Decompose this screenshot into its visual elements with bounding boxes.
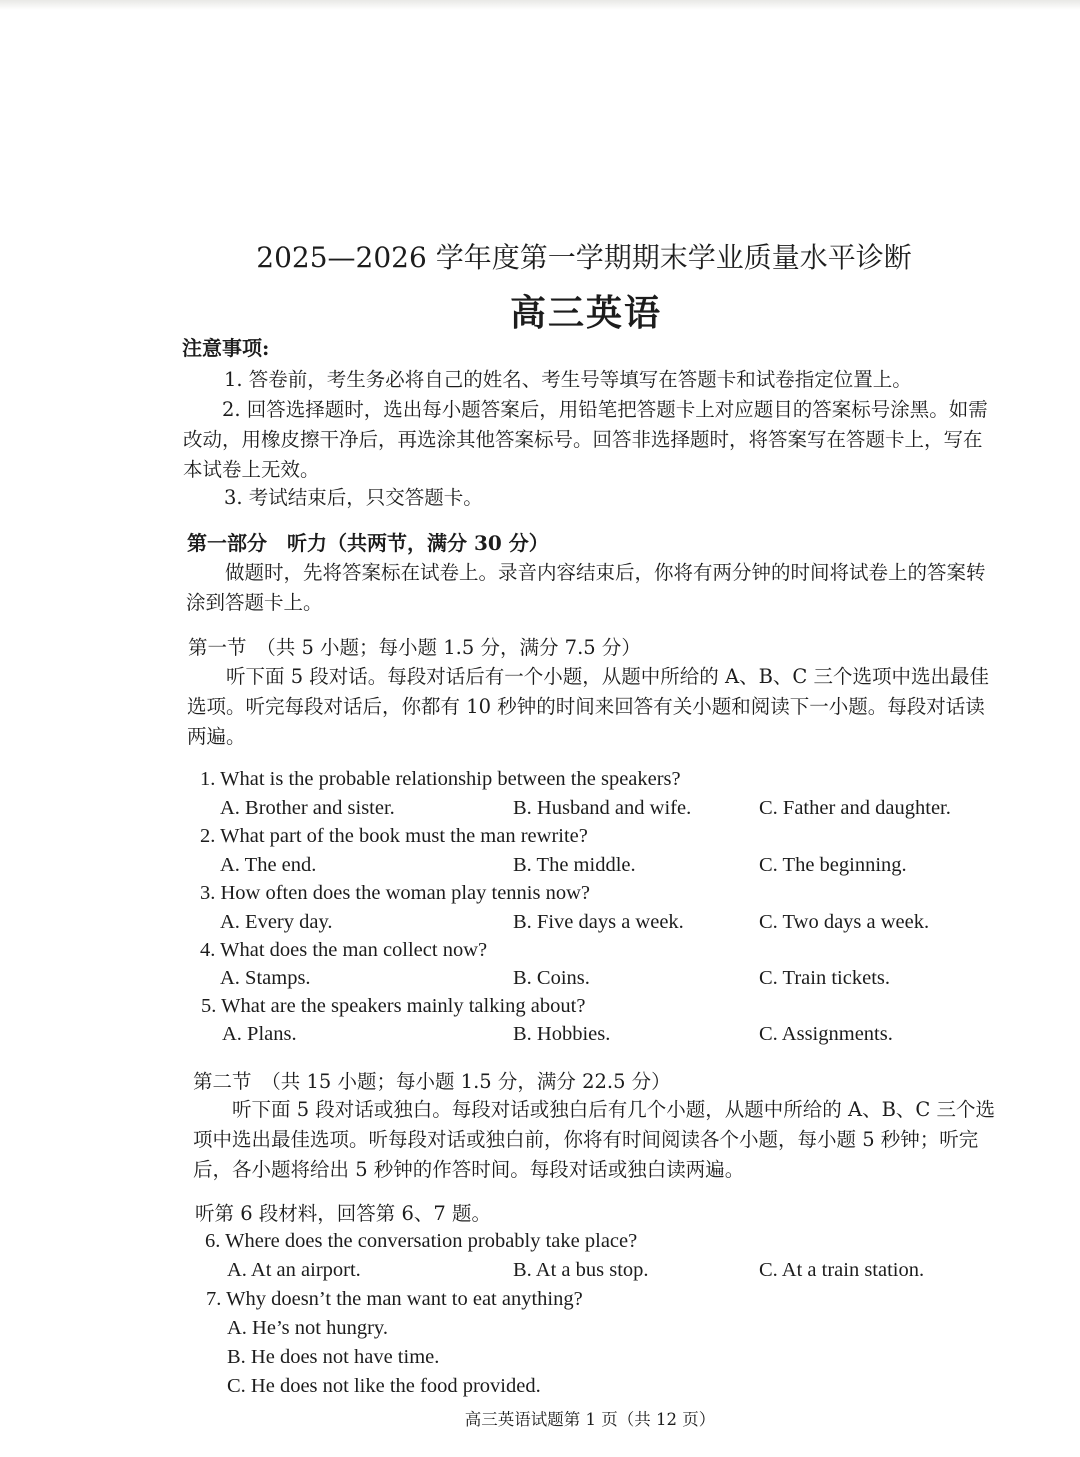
question-6-option-c: C. At a train station.	[759, 1259, 925, 1281]
exam-subject: 高三英语	[509, 292, 662, 334]
question-4-option-c: C. Train tickets.	[759, 967, 890, 989]
question-7-option-b: B. He does not have time.	[227, 1346, 440, 1368]
question-2-option-b: B. The middle.	[513, 854, 636, 876]
part1-description: 做题时，先将答案标在试卷上。录音内容结束后，你将有两分钟的时间将试卷上的答案转涂到答题卡上。	[186, 561, 986, 614]
question-6-stem: 6. Where does the conversation probably take place?	[205, 1230, 638, 1252]
question-3-stem: 3. How often does the woman play tennis now?	[200, 882, 590, 904]
section2-title: 第二节 （共 15 小题；每小题 1.5 分，满分 22.5 分）	[193, 1070, 671, 1093]
question-5-option-a: A. Plans.	[222, 1023, 297, 1045]
exam-title: 2025—2026 学年度第一学期期末学业质量水平诊断	[256, 241, 912, 274]
page-footer: 高三英语试题第 1 页（共 12 页）	[464, 1410, 716, 1429]
question-1-stem: 1. What is the probable relationship between the speakers?	[200, 768, 681, 790]
question-3-option-a: A. Every day.	[220, 911, 333, 933]
question-6-option-b: B. At a bus stop.	[513, 1259, 649, 1281]
question-4-option-a: A. Stamps.	[220, 967, 311, 989]
question-1-option-c: C. Father and daughter.	[759, 797, 951, 819]
scan-edge	[0, 0, 1080, 10]
notice-item-2: 2. 回答选择题时，选出每小题答案后，用铅笔把答题卡上对应题目的答案标号涂黑。如需改动，用橡皮擦干净后，再选涂其他答案标号。回答非选择题时，将答案写在答题卡上，写在本试卷上无效。	[183, 398, 988, 481]
question-2-option-a: A. The end.	[220, 854, 317, 876]
question-2-stem: 2. What part of the book must the man rewrite?	[200, 825, 588, 847]
question-3-option-c: C. Two days a week.	[759, 911, 930, 933]
question-3-option-b: B. Five days a week.	[513, 911, 684, 933]
question-5-stem: 5. What are the speakers mainly talking about?	[201, 995, 586, 1017]
question-2-option-c: C. The beginning.	[759, 854, 907, 876]
question-1-option-a: A. Brother and sister.	[220, 797, 395, 819]
material-6-heading: 听第 6 段材料，回答第 6、7 题。	[195, 1202, 492, 1225]
question-4-option-b: B. Coins.	[513, 967, 590, 989]
section2-description: 听下面 5 段对话或独白。每段对话或独白后有几个小题，从题中所给的 A、B、C 三个选项中选出最佳选项。听每段对话或独白前，你将有时间阅读各个小题，每小题 5 秒钟；听完后，各小题将给出 5 秒钟的作答时间。每段对话或独白读两遍。	[193, 1098, 996, 1181]
question-4-stem: 4. What does the man collect now?	[200, 939, 488, 961]
question-7-option-c: C. He does not like the food provided.	[227, 1375, 541, 1397]
question-6-option-a: A. At an airport.	[227, 1259, 361, 1281]
question-5-option-c: C. Assignments.	[759, 1023, 893, 1045]
question-5-option-b: B. Hobbies.	[513, 1023, 611, 1045]
question-1-option-b: B. Husband and wife.	[513, 797, 692, 819]
section1-title: 第一节 （共 5 小题；每小题 1.5 分，满分 7.5 分）	[188, 636, 641, 659]
question-7-option-a: A. He’s not hungry.	[227, 1317, 388, 1339]
notice-item-3: 3. 考试结束后，只交答题卡。	[224, 486, 483, 509]
question-7-stem: 7. Why doesn’t the man want to eat anything?	[206, 1288, 583, 1310]
notice-item-1: 1. 答卷前，考生务必将自己的姓名、考生号等填写在答题卡和试卷指定位置上。	[224, 368, 912, 391]
section1-description: 听下面 5 段对话。每段对话后有一个小题，从题中所给的 A、B、C 三个选项中选出最佳选项。听完每段对话后，你都有 10 秒钟的时间来回答有关小题和阅读下一小题。每段对话读两遍。	[187, 665, 990, 748]
part1-title: 第一部分 听力（共两节，满分 30 分）	[187, 531, 549, 555]
notice-title: 注意事项:	[182, 336, 270, 360]
